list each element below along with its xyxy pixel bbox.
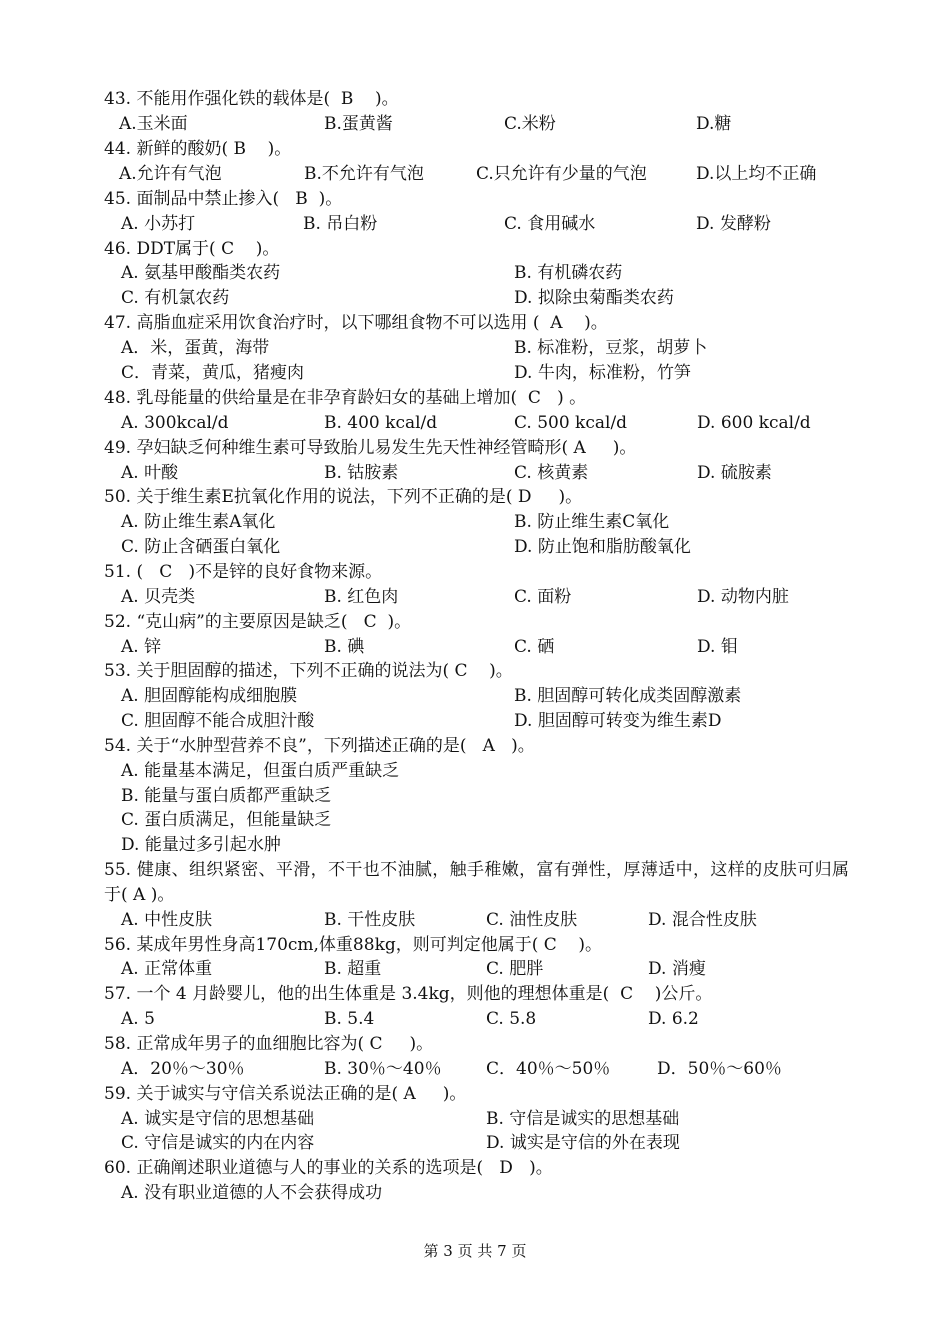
- q51-option-a: A. 贝壳类: [121, 587, 196, 607]
- q49-option-c: C. 核黄素: [514, 463, 589, 483]
- q52-option-a: A. 锌: [121, 637, 162, 657]
- q49-option-b: B. 钴胺素: [324, 463, 399, 483]
- question-54: 54. 关于“水肿型营养不良”，下列描述正确的是( A )。: [104, 736, 535, 756]
- question-60: 60. 正确阐述职业道德与人的事业的关系的选项是( D )。: [104, 1158, 553, 1178]
- q52-option-b: B. 碘: [324, 637, 365, 657]
- question-50: 50. 关于维生素E抗氧化作用的说法，下列不正确的是( D )。: [104, 487, 583, 507]
- q50-option-a: A. 防止维生素A氧化: [121, 512, 276, 532]
- q54-option-a: A. 能量基本满足，但蛋白质严重缺乏: [121, 761, 400, 781]
- question-43: 43. 不能用作强化铁的载体是( B )。: [104, 89, 399, 109]
- q60-option-a: A. 没有职业道德的人不会获得成功: [121, 1183, 383, 1203]
- question-48: 48. 乳母能量的供给量是在非孕育龄妇女的基础上增加( C ) 。: [104, 388, 587, 408]
- q54-option-d: D. 能量过多引起水肿: [121, 835, 281, 855]
- q59-option-a: A. 诚实是守信的思想基础: [121, 1109, 315, 1129]
- q59-option-b: B. 守信是诚实的思想基础: [486, 1109, 680, 1129]
- q52-option-d: D. 钼: [697, 637, 738, 657]
- question-45: 45. 面制品中禁止掺入( B )。: [104, 189, 343, 209]
- q56-option-d: D. 消瘦: [648, 959, 706, 979]
- q48-option-d: D. 600 kcal/d: [697, 413, 811, 433]
- q43-option-a: A.玉米面: [119, 114, 188, 134]
- q54-option-c: C. 蛋白质满足，但能量缺乏: [121, 810, 332, 830]
- q49-option-d: D. 硫胺素: [697, 463, 772, 483]
- q43-option-d: D.糖: [696, 114, 732, 134]
- q59-option-c: C. 守信是诚实的内在内容: [121, 1133, 315, 1153]
- question-52: 52. “克山病”的主要原因是缺乏( C )。: [104, 612, 412, 632]
- q57-option-b: B. 5.4: [324, 1009, 375, 1029]
- q59-option-d: D. 诚实是守信的外在表现: [486, 1133, 680, 1153]
- q48-option-c: C. 500 kcal/d: [514, 413, 628, 433]
- question-58: 58. 正常成年男子的血细胞比容为( C )。: [104, 1034, 434, 1054]
- question-49: 49. 孕妇缺乏何种维生素可导致胎儿易发生先天性神经管畸形( A )。: [104, 438, 637, 458]
- q58-option-c: C．40％～50％: [486, 1059, 611, 1079]
- q47-option-d: D. 牛肉，标准粉，竹笋: [514, 363, 691, 383]
- q47-option-a: A．米，蛋黄，海带: [121, 338, 270, 358]
- q44-option-c: C.只允许有少量的气泡: [476, 164, 647, 184]
- q51-option-b: B. 红色肉: [324, 587, 399, 607]
- q55-option-c: C. 油性皮肤: [486, 910, 578, 930]
- question-55: 55. 健康、组织紧密、平滑，不干也不油腻，触手稚嫩，富有弹性，厚薄适中，这样的皮肤可归属于( A )。: [104, 860, 849, 905]
- q46-option-a: A. 氨基甲酸酯类农药: [121, 263, 281, 283]
- q49-option-a: A. 叶酸: [121, 463, 179, 483]
- q48-option-a: A. 300kcal/d: [121, 413, 229, 433]
- q48-option-b: B. 400 kcal/d: [324, 413, 438, 433]
- q55-option-d: D. 混合性皮肤: [648, 910, 757, 930]
- q44-option-a: A.允许有气泡: [119, 164, 222, 184]
- question-51: 51. ( C )不是锌的良好食物来源。: [104, 562, 383, 582]
- q56-option-b: B. 超重: [324, 959, 382, 979]
- q44-option-b: B.不允许有气泡: [304, 164, 424, 184]
- q53-option-a: A. 胆固醇能构成细胞膜: [121, 686, 298, 706]
- question-53: 53. 关于胆固醇的描述，下列不正确的说法为( C )。: [104, 661, 513, 681]
- q50-option-b: B. 防止维生素C氧化: [514, 512, 670, 532]
- q43-option-c: C.米粉: [504, 114, 556, 134]
- q54-option-b: B. 能量与蛋白质都严重缺乏: [121, 786, 332, 806]
- question-44: 44. 新鲜的酸奶( B )。: [104, 139, 292, 159]
- q44-option-d: D.以上均不正确: [696, 164, 817, 184]
- question-57: 57. 一个 4 月龄婴儿，他的出生体重是 3.4kg，则他的理想体重是( C )公斤。: [104, 984, 713, 1004]
- q47-option-b: B. 标准粉，豆浆，胡萝卜: [514, 338, 708, 358]
- q45-option-b: B. 吊白粉: [303, 214, 378, 234]
- q50-option-d: D. 防止饱和脂肪酸氧化: [514, 537, 691, 557]
- q58-option-b: B. 30％～40％: [324, 1059, 442, 1079]
- question-47: 47. 高脂血症采用饮食治疗时，以下哪组食物不可以选用 ( A )。: [104, 313, 608, 333]
- q58-option-a: A．20％～30％: [121, 1059, 245, 1079]
- q53-option-d: D. 胆固醇可转变为维生素D: [514, 711, 722, 731]
- q57-option-a: A. 5: [121, 1009, 155, 1029]
- question-46: 46. DDT属于( C )。: [104, 239, 280, 259]
- question-59: 59. 关于诚实与守信关系说法正确的是( A )。: [104, 1084, 467, 1104]
- q46-option-d: D. 拟除虫菊酯类农药: [514, 288, 674, 308]
- q58-option-d: D．50％～60％: [657, 1059, 782, 1079]
- q51-option-d: D. 动物内脏: [697, 587, 789, 607]
- question-56: 56. 某成年男性身高170cm,体重88kg，则可判定他属于( C )。: [104, 935, 603, 955]
- q57-option-d: D. 6.2: [648, 1009, 699, 1029]
- q55-option-a: A. 中性皮肤: [121, 910, 213, 930]
- q43-option-b: B.蛋黄酱: [324, 114, 393, 134]
- q56-option-c: C. 肥胖: [486, 959, 544, 979]
- q50-option-c: C. 防止含硒蛋白氧化: [121, 537, 281, 557]
- q55-option-b: B. 干性皮肤: [324, 910, 416, 930]
- q56-option-a: A. 正常体重: [121, 959, 213, 979]
- q45-option-d: D. 发酵粉: [696, 214, 771, 234]
- q45-option-c: C. 食用碱水: [504, 214, 596, 234]
- q45-option-a: A. 小苏打: [121, 214, 196, 234]
- q52-option-c: C. 硒: [514, 637, 555, 657]
- q57-option-c: C. 5.8: [486, 1009, 537, 1029]
- q46-option-b: B. 有机磷农药: [514, 263, 623, 283]
- q53-option-c: C. 胆固醇不能合成胆汁酸: [121, 711, 315, 731]
- q46-option-c: C. 有机氯农药: [121, 288, 230, 308]
- q53-option-b: B. 胆固醇可转化成类固醇激素: [514, 686, 742, 706]
- page-footer: 第 3 页 共 7 页: [423, 1242, 527, 1260]
- q47-option-c: C．青菜，黄瓜，猪瘦肉: [121, 363, 305, 383]
- q51-option-c: C. 面粉: [514, 587, 572, 607]
